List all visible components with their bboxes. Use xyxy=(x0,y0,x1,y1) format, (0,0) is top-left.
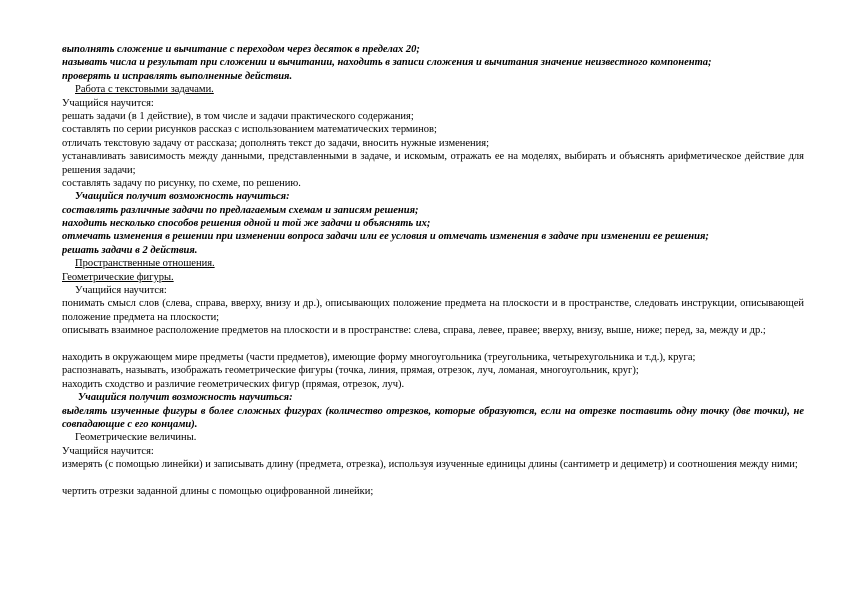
text-line: отличать текстовую задачу от рассказа; дополнять текст до задачи, вносить нужные изменения; xyxy=(62,137,490,149)
section-heading: Геометрические фигуры. xyxy=(62,271,174,283)
section-heading: Геометрические величины. xyxy=(75,432,197,444)
subheading: Учащийся получит возможность научиться: xyxy=(75,191,290,203)
text-line: называть числа и результат при сложении и вычитании, находить в записи сложения и вычитания значение неизвестного компонента; xyxy=(62,57,712,69)
text-paragraph: понимать смысл слов (слева, справа, вверху, внизу и др.), описывающих положение предмета на плоскости и в пространстве, следовать инструкции, описывающей положение предмета на плоскости; xyxy=(62,298,804,323)
text-line: проверять и исправлять выполненные действия. xyxy=(62,70,293,82)
text-paragraph: устанавливать зависимость между данными, представленными в задаче, и искомым, отражать ее на моделях, выбирать и объяснять арифметическое действие для решения задачи; xyxy=(62,151,804,176)
text-line: составлять различные задачи по предлагаемым схемам и записям решения; xyxy=(62,204,419,216)
subheading: Учащийся научится: xyxy=(62,445,154,457)
text-line: выполнять сложение и вычитание с переходом через десяток в пределах 20; xyxy=(62,44,420,55)
text-line: составлять по серии рисунков рассказ с использованием математических терминов; xyxy=(62,124,437,136)
document-page xyxy=(62,43,804,498)
text-line: чертить отрезки заданной длины с помощью оцифрованной линейки; xyxy=(62,485,374,497)
section-heading: Пространственные отношения. xyxy=(75,258,215,270)
text-line: находить сходство и различие геометрических фигур (прямая, отрезок, луч). xyxy=(62,378,405,390)
section-heading: Работа с текстовыми задачами. xyxy=(75,84,214,96)
text-paragraph: выделять изученные фигуры в более сложных фигурах (количество отрезков, которые образуются, если на отрезке поставить одну точку (две точки), не совпадающие с его концами). xyxy=(62,405,804,430)
text-paragraph: измерять (с помощью линейки) и записывать длину (предмета, отрезка), используя изученные единицы длины (сантиметр и дециметр) и соотношения между ними; xyxy=(62,459,798,471)
subheading: Учащийся получит возможность научиться: xyxy=(78,392,293,404)
text-line: решать задачи (в 1 действие), в том числе и задачи практического содержания; xyxy=(62,110,414,122)
text-line: отмечать изменения в решении при изменении вопроса задачи или ее условия и отмечать изменения в задаче при изменении ее решения; xyxy=(62,231,709,243)
text-line: находить несколько способов решения одной и той же задачи и объяснять их; xyxy=(62,218,431,230)
text-line: Учащийся научится: xyxy=(62,97,154,109)
text-line: составлять задачу по рисунку, по схеме, по решению. xyxy=(62,177,301,189)
text-line: решать задачи в 2 действия. xyxy=(62,244,198,256)
text-line: находить в окружающем мире предметы (части предметов), имеющие форму многоугольника (треугольника, четырехугольника и т.д.), круга; xyxy=(62,352,696,364)
subheading: Учащийся научится: xyxy=(75,285,167,297)
text-line: распознавать, называть, изображать геометрические фигуры (точка, линия, прямая, отрезок, луч, ломаная, многоугольник, круг); xyxy=(62,365,639,377)
text-paragraph: описывать взаимное расположение предметов на плоскости и в пространстве: слева, справа, левее, правее; вверху, внизу, выше, ниже; перед, за, между и др.; xyxy=(62,325,766,337)
